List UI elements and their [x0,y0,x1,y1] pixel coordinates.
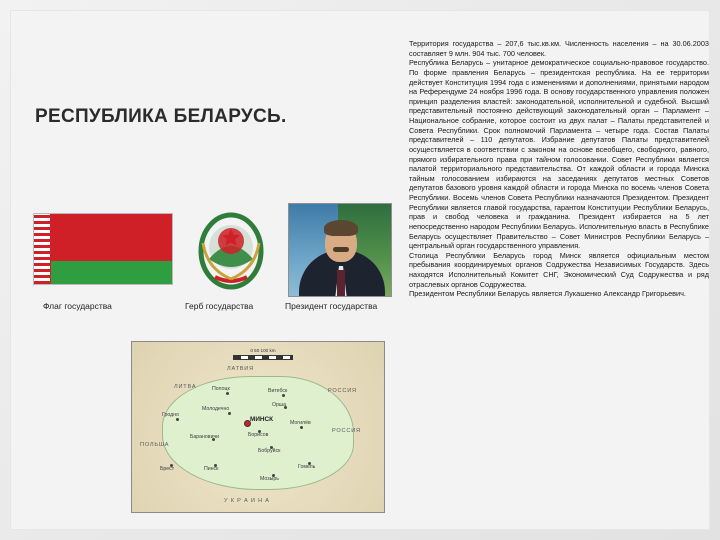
map-label-city-pinsk: Пинск [204,466,219,472]
body-paragraph: Республика Беларусь – унитарное демократическое социально-правовое государство. По форме правления Беларусь – президентская республика. На ее территории действует Конституция 1994 года с изменениями и дополнениями, принятыми народом на Референдуме 24 ноября 1996 года. В основу государственного управления положен принцип разделения властей: законодательной, исполнительной и судебной. Высший представительный постоянно действующий законодательный орган – Парламент – Национальное собрание, которое состоит из двух палат – Палаты представителей и Совета Республики. Срок полномочий Парламента – четыре года. Состав Палаты представителей – 110 депутатов. Избрание депутатов Палаты представителей осуществляется в соответствии с законом на основе всеобщего, свободного, равного, прямого избирательного права при тайном голосовании. Совет Республики является палатой территориального представительства. От каждой области и города Минска тайным голосованием избираются на заседаниях депутатов местных Советов депутатов базового уровня каждой области и города Минска по восемь членов Совета Республики. Восемь членов Совета Республики назначаются Президентом. Президент Республики является главой государства, гарантом Конституции Республики Беларусь, прав и свобод человека и гражданина. Президент избирается на 5 лет непосредственно народом Республики Беларусь. Исполнительную власть в Республике Беларусь осуществляет Правительство – Совет Министров Республики Беларусь – центральный орган государственного управления. [409,58,709,251]
map-dot-city [226,392,229,395]
map-label-city-borisov: Борисов [248,432,269,438]
map-label-city-mozyr: Мозырь [260,476,279,482]
map-label-lithuania: ЛИТВА [174,384,197,390]
map-label-city-mogilev: Могилёв [290,420,311,426]
slide-content-area [10,10,710,530]
map-label-city-grodno: Гродно [162,412,179,418]
map-dot-city [300,426,303,429]
body-paragraph: Президентом Республики Беларусь является Лукашенко Александр Григорьевич. [409,289,686,299]
map-label-city-vitebsk: Витебск [268,388,288,394]
map-label-city-molodechno: Молодечно [202,406,230,412]
map-scale-label: 0 50 100 km [250,348,276,353]
map-label-russia-north: РОССИЯ [328,388,357,394]
map-label-city-gomel: Гомель [298,464,316,470]
map-of-belarus [131,341,385,513]
photo-tie [337,270,345,296]
map-dot-city [228,412,231,415]
photo-mustache [333,247,349,252]
map-label-capital: МИНСК [250,416,274,423]
president-caption: Президент государства [285,301,378,311]
emblem-of-belarus-image [185,207,277,293]
flag-ornament-pattern [34,214,51,284]
body-text [409,39,709,519]
map-scale [228,348,298,360]
map-label-city-bobruisk: Бобруйск [258,448,281,454]
photo-hair [324,220,358,236]
president-photo [288,203,392,297]
emblem-icon [185,207,277,293]
flag-red-band [50,214,172,261]
map-dot-city [176,418,179,421]
page-title: РЕСПУБЛИКА БЕЛАРУСЬ. [35,106,287,127]
map-label-russia-east: РОССИЯ [332,428,361,434]
map-label-latvia: ЛАТВИЯ [227,366,254,372]
map-scale-bar [233,355,293,360]
body-paragraph: Столица Республики Беларусь город Минск является официальным местом пребывания координируемых органов Содружества Независимых Государств. Здесь находятся Исполнительный Комитет СНГ, Экономический Суд Содружества и ряд отраслевых органов Содружества. [409,250,709,289]
flag-of-belarus-image [33,213,173,285]
map-label-ukraine: У К Р А И Н А [224,498,270,504]
emblem-caption: Герб государства [185,301,254,311]
media-row [33,201,393,331]
map-label-city-brest: Брест [160,466,175,472]
map-label-city-baranovichi: Барановичи [190,434,220,440]
map-dot-city [282,394,285,397]
map-label-city-polotsk: Полоцк [212,386,230,392]
map-label-poland: ПОЛЬША [140,442,170,448]
flag-caption: Флаг государства [43,301,112,311]
body-paragraph: Территория государства – 207,6 тыс.кв.км. Численность населения – на 30.06.2003 составляет 9 млн. 904 тыс. 700 человек. [409,39,709,58]
flag-green-band [50,261,172,284]
map-label-city-orsha: Орша [272,402,286,408]
